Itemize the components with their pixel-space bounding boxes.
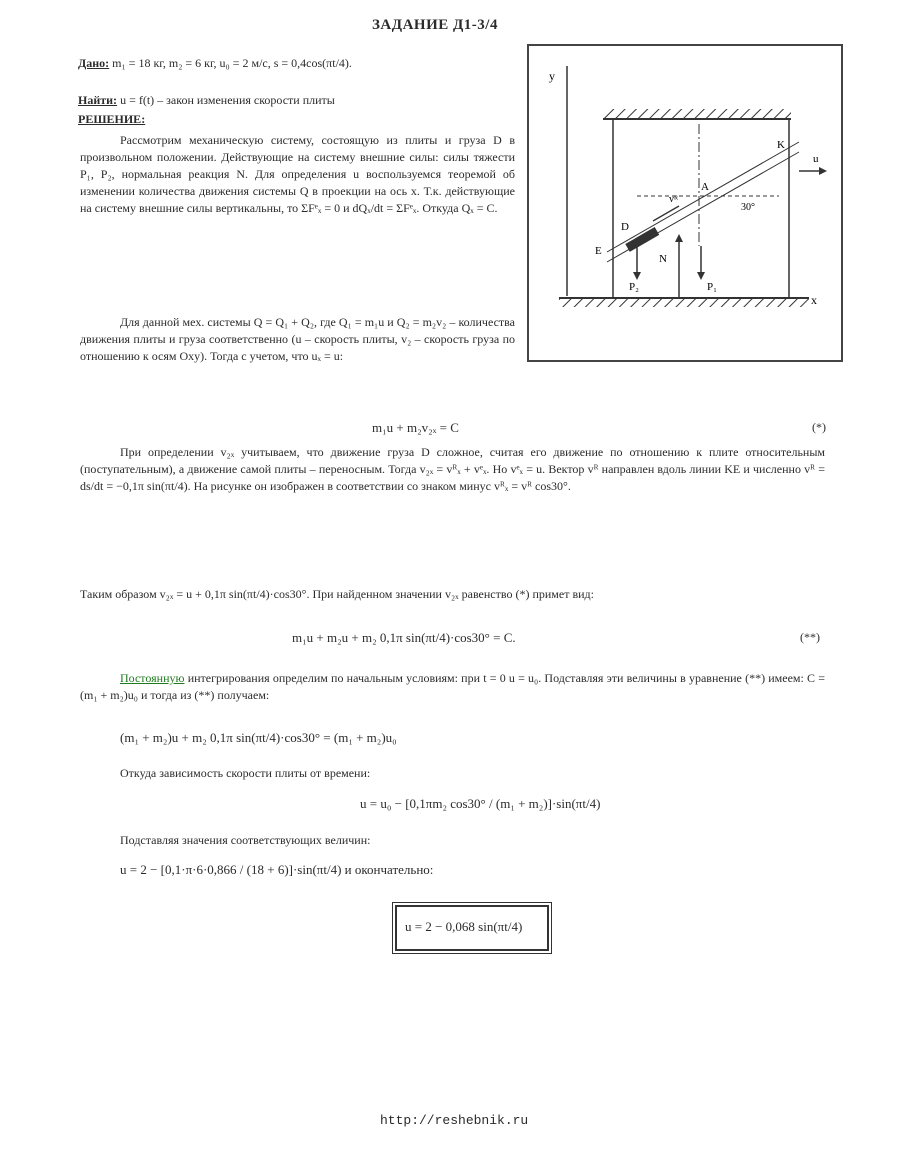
label-angle: 30° <box>741 202 755 213</box>
equation-2: m₁u + m₂u + m₂ 0,1π sin(πt/4)·cos30° = C. <box>292 630 516 645</box>
label-k: K <box>777 139 785 151</box>
equation-1: m₁u + m₂v₂ₓ = C <box>372 420 459 435</box>
ceiling-hatch <box>603 109 791 118</box>
paragraph-5-text: интегрирования определим по начальным условиям: при t = 0 u = u₀. Подставляя эти величины в уравнение (**) имеем: C = (m₁ + m₂)u₀ и тогда из (**) получаем: <box>80 671 826 702</box>
find-label: Найти: <box>78 93 118 107</box>
answer-text: u = 2 − 0,068 sin(πt/4) <box>405 919 523 934</box>
equation-5: u = 2 − [0,1·π·6·0,866 / (18 + 6)]·sin(πt/4) и окончательно: <box>120 862 434 877</box>
equation-2-number: (**) <box>800 630 820 644</box>
paragraph-1: Рассмотрим механическую систему, состоящую из плиты и груза D в произвольном положении. Действующие на систему внешние силы: силы тяжести P₁, P₂, нормальная реакция N. Для определения u воспользуемся теоремой об изменении количества движения системы Q в проекции на ось x. Т.к. действующие на систему внешние силы вертикальны, то ΣFᵉₓ = 0 и dQₓ/dt = ΣFᵉₓ. Откуда Qₓ = C. <box>80 133 515 215</box>
label-p1: P₁ <box>707 281 717 293</box>
answer-box <box>395 905 549 951</box>
paragraph-4: Таким образом v₂ₓ = u + 0,1π sin(πt/4)·cos30°. При найденном значении v₂ₓ равенство (*) примет вид: <box>80 587 594 601</box>
equation-3: (m₁ + m₂)u + m₂ 0,1π sin(πt/4)·cos30° = (m₁ + m₂)u₀ <box>120 730 397 745</box>
paragraph-2: Для данной мех. системы Q = Q₁ + Q₂, где Q₁ = m₁u и Q₂ = m₂v₂ – количества движения плиты и груза соответственно (u – скорость плиты, v₂ – скорость груза по отношению к осям Oxy). Тогда с учетом, что uₓ = u: <box>80 315 515 363</box>
paragraph-5 <box>80 670 825 704</box>
given-label: Дано: <box>78 56 110 70</box>
ground-hatch <box>559 299 809 307</box>
equation-4: u = u₀ − [0,1πm₂ cos30° / (m₁ + m₂)]·sin(πt/4) <box>360 796 601 811</box>
solution-label: РЕШЕНИЕ: <box>78 112 146 126</box>
find-block <box>78 93 335 107</box>
label-n: N <box>659 253 667 265</box>
load-d <box>625 227 659 252</box>
equation-1-number: (*) <box>812 420 826 434</box>
given-text: m₁ = 18 кг, m₂ = 6 кг, u₀ = 2 м/с, s = 0,4cos(πt/4). <box>112 56 352 70</box>
u-arrow-head <box>819 167 827 175</box>
label-vr: vᴿ <box>669 194 679 205</box>
label-p2: P₂ <box>629 281 639 293</box>
label-u: u <box>813 153 819 165</box>
paragraph-3: При определении v₂ₓ учитываем, что движение груза D сложное, считая его движение по отношению к плите относительным (поступательным), а движение самой плиты – переносным. Тогда v₂ₓ = vᴿₓ + vᵉₓ. Но vᵉₓ = u. Вектор vᴿ направлен вдоль линии KE и численно vᴿ = ds/dt = −0,1π sin(πt/4). На рисунке он изображен в соответствии со знаком минус vᴿₓ = vᴿ cos30°. <box>80 445 825 493</box>
groove-line-upper <box>607 142 799 252</box>
n-arrow-head <box>675 234 683 242</box>
given-block <box>78 56 352 70</box>
p2-arrow-head <box>633 272 641 280</box>
label-a: A <box>701 181 709 193</box>
y-axis-label: y <box>549 69 555 83</box>
label-d: D <box>621 221 629 233</box>
label-e: E <box>595 245 602 257</box>
mechanism-figure <box>527 44 843 362</box>
p1-arrow-head <box>697 272 705 280</box>
x-axis-label: x <box>811 293 817 307</box>
constant-link[interactable]: Постоянную <box>120 671 185 685</box>
paragraph-7: Подставляя значения соответствующих величин: <box>120 833 371 847</box>
task-title: ЗАДАНИЕ Д1-3/4 <box>372 17 498 33</box>
find-text: u = f(t) – закон изменения скорости плиты <box>120 93 335 107</box>
figure-svg <box>529 46 841 360</box>
paragraph-6: Откуда зависимость скорости плиты от времени: <box>120 766 371 780</box>
footer-url[interactable]: http://reshebnik.ru <box>380 1113 529 1128</box>
